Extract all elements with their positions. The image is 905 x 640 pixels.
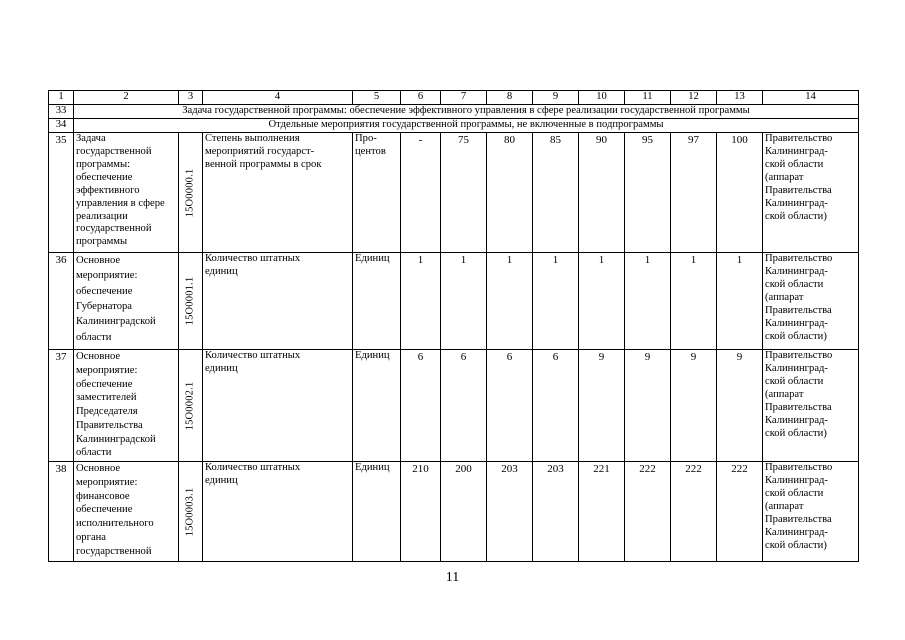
column-number: 12 xyxy=(671,91,717,105)
value-cell: 1 xyxy=(533,253,579,350)
section-row-separate-measures xyxy=(49,119,859,133)
section-row-program-task xyxy=(49,105,859,119)
code-cell xyxy=(179,462,203,562)
value-cell: 222 xyxy=(625,462,671,562)
value-cell: 6 xyxy=(533,350,579,462)
value-cell: 75 xyxy=(441,133,487,253)
value-cell: 97 xyxy=(671,133,717,253)
value-cell: 9 xyxy=(717,350,763,462)
responsible-executor: Правительство Калининград- ской области (аппарат Правительства Калининград- ской области) xyxy=(763,253,859,350)
unit: Единиц xyxy=(353,462,401,562)
value-cell: - xyxy=(401,133,441,253)
responsible-executor: Правительство Калининград- ской области (аппарат Правительства Калининград- ской области) xyxy=(763,462,859,562)
value-cell: 80 xyxy=(487,133,533,253)
indicator-name: Степень выполнения мероприятий государст- венной программы в срок xyxy=(203,133,353,253)
measure-code: 15О0001.1 xyxy=(184,276,196,326)
value-cell: 6 xyxy=(441,350,487,462)
responsible-executor: Правительство Калининград- ской области (аппарат Правительства Калининград- ской области) xyxy=(763,133,859,253)
column-number: 7 xyxy=(441,91,487,105)
row-number: 36 xyxy=(49,253,74,350)
column-number: 10 xyxy=(579,91,625,105)
measure-name: Основное мероприятие: финансовое обеспечение исполнительного органа государственной xyxy=(74,462,179,562)
table-row xyxy=(49,253,859,350)
unit: Единиц xyxy=(353,253,401,350)
column-number: 4 xyxy=(203,91,353,105)
value-cell: 85 xyxy=(533,133,579,253)
column-number: 11 xyxy=(625,91,671,105)
value-cell: 1 xyxy=(671,253,717,350)
column-number: 13 xyxy=(717,91,763,105)
measure-name: Основное мероприятие: обеспечение заместителей Председателя Правительства Калининградской области xyxy=(74,350,179,462)
value-cell: 1 xyxy=(579,253,625,350)
column-number: 6 xyxy=(401,91,441,105)
column-number: 14 xyxy=(763,91,859,105)
value-cell: 9 xyxy=(625,350,671,462)
row-number: 34 xyxy=(49,119,74,133)
row-number: 35 xyxy=(49,133,74,253)
measure-name: Основное мероприятие: обеспечение Губернатора Калининградской области xyxy=(74,253,179,350)
value-cell: 6 xyxy=(401,350,441,462)
value-cell: 1 xyxy=(401,253,441,350)
value-cell: 1 xyxy=(441,253,487,350)
measure-code: 15О0003.1 xyxy=(184,487,196,536)
indicator-name: Количество штатных единиц xyxy=(203,350,353,462)
value-cell: 222 xyxy=(717,462,763,562)
indicator-name: Количество штатных единиц xyxy=(203,253,353,350)
value-cell: 6 xyxy=(487,350,533,462)
column-number-row xyxy=(49,91,859,105)
value-cell: 9 xyxy=(671,350,717,462)
value-cell: 203 xyxy=(533,462,579,562)
responsible-executor: Правительство Калининград- ской области (аппарат Правительства Калининград- ской области) xyxy=(763,350,859,462)
table-row xyxy=(49,350,859,462)
value-cell: 1 xyxy=(717,253,763,350)
measure-code: 15О0000.1 xyxy=(184,168,196,217)
value-cell: 95 xyxy=(625,133,671,253)
page-number: 11 xyxy=(445,570,460,585)
value-cell: 9 xyxy=(579,350,625,462)
table-row xyxy=(49,133,859,253)
value-cell: 100 xyxy=(717,133,763,253)
section-title: Отдельные мероприятия государственной программы, не включенные в подпрограммы xyxy=(74,119,859,133)
value-cell: 1 xyxy=(487,253,533,350)
section-title: Задача государственной программы: обеспечение эффективного управления в сфере реализации государственной программы xyxy=(74,105,859,119)
column-number: 9 xyxy=(533,91,579,105)
column-number: 5 xyxy=(353,91,401,105)
value-cell: 90 xyxy=(579,133,625,253)
code-cell xyxy=(179,133,203,253)
unit: Про- центов xyxy=(353,133,401,253)
program-table xyxy=(48,90,859,562)
measure-name: Задача государственной программы: обеспечение эффективного управления в сфере реализации государственной программы xyxy=(74,133,179,253)
value-cell: 200 xyxy=(441,462,487,562)
indicator-name: Количество штатных единиц xyxy=(203,462,353,562)
row-number: 37 xyxy=(49,350,74,462)
value-cell: 203 xyxy=(487,462,533,562)
code-cell xyxy=(179,253,203,350)
column-number: 3 xyxy=(179,91,203,105)
column-number: 8 xyxy=(487,91,533,105)
value-cell: 222 xyxy=(671,462,717,562)
row-number: 38 xyxy=(49,462,74,562)
value-cell: 1 xyxy=(625,253,671,350)
unit: Единиц xyxy=(353,350,401,462)
value-cell: 221 xyxy=(579,462,625,562)
code-cell xyxy=(179,350,203,462)
column-number: 2 xyxy=(74,91,179,105)
column-number: 1 xyxy=(49,91,74,105)
measure-code: 15О0002.1 xyxy=(184,381,196,430)
table-row xyxy=(49,462,859,562)
value-cell: 210 xyxy=(401,462,441,562)
row-number: 33 xyxy=(49,105,74,119)
